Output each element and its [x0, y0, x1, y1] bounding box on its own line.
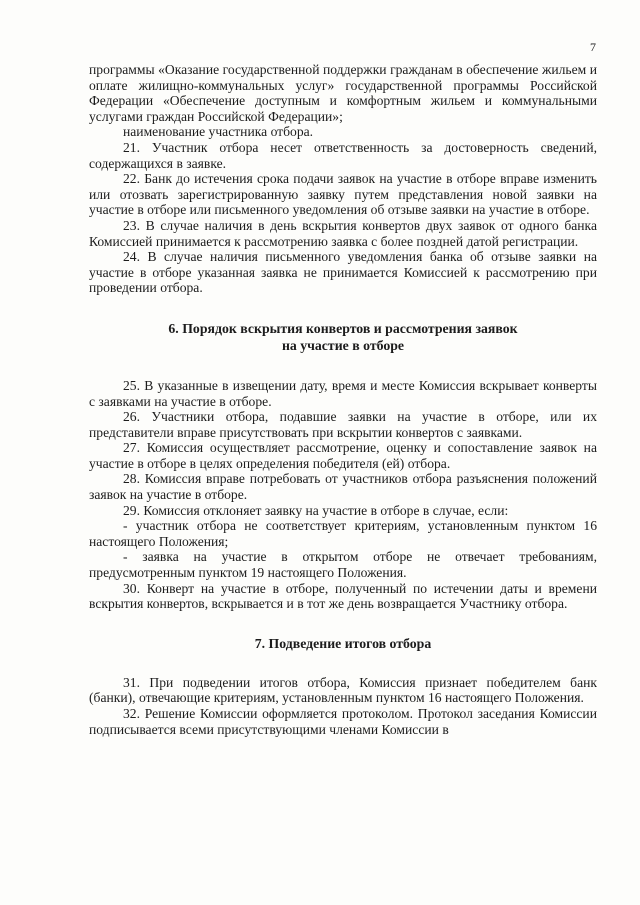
section-7-heading: 7. Подведение итогов отбора: [254, 635, 432, 651]
paragraph: 28. Комиссия вправе потребовать от участников отбора разъяснения положений заявок на участие в отборе.: [89, 471, 597, 503]
paragraph: 22. Банк до истечения срока подачи заявок на участие в отборе вправе изменить или отозвать зарегистрированную заявку путем представления новой заявки на участие в отборе или письменного уведомления об отзыве заявки на участие в отборе.: [89, 171, 597, 218]
paragraph: 25. В указанные в извещении дату, время и месте Комиссия вскрывает конверты с заявками на участие в отборе.: [89, 377, 597, 409]
section-7-paragraphs: [89, 675, 597, 737]
paragraph: 29. Комиссия отклоняет заявку на участие в отборе в случае, если:: [123, 502, 509, 518]
paragraph: 24. В случае наличия письменного уведомления банка об отзыве заявки на участие в отборе указанная заявка не принимается Комиссией к рассмотрению при проведении отбора.: [89, 249, 597, 296]
section-6-heading-line1: 6. Порядок вскрытия конвертов и рассмотрения заявок: [168, 320, 518, 336]
paragraph: 32. Решение Комиссии оформляется протоколом. Протокол заседания Комиссии подписывается всеми присутствующими членами Комиссии в: [89, 706, 597, 737]
section-6-heading: [89, 320, 597, 354]
paragraphs-top: [89, 62, 597, 296]
list-item: - заявка на участие в открытом отборе не отвечает требованиям, предусмотренным пунктом 19 настоящего Положения.: [89, 549, 597, 581]
paragraph: наименование участника отбора.: [123, 124, 314, 140]
list-item: - участник отбора не соответствует критериям, установленным пунктом 16 настоящего Положения;: [89, 518, 597, 549]
paragraph: 21. Участник отбора несет ответственность за достоверность сведений, содержащихся в заявке.: [89, 139, 597, 171]
section-6-heading-line2: на участие в отборе: [281, 337, 405, 353]
paragraph: 26. Участники отбора, подавшие заявки на участие в отборе, или их представители вправе присутствовать при вскрытии конвертов с заявками.: [89, 409, 597, 440]
paragraph: 23. В случае наличия в день вскрытия конвертов двух заявок от одного банка Комиссией принимается к рассмотрению заявка с более поздней датой регистрации.: [89, 217, 597, 249]
paragraph: 27. Комиссия осуществляет рассмотрение, оценку и сопоставление заявок на участие в отборе в целях определения победителя (ей) отбора.: [89, 440, 597, 471]
paragraph: 30. Конверт на участие в отборе, полученный по истечении даты и времени вскрытия конвертов, вскрывается и в тот же день возвращается Участнику отбора.: [89, 580, 597, 612]
paragraph: 31. При подведении итогов отбора, Комиссия признает победителем банк (банки), отвечающие критериям, установленным пунктом 16 настоящего Положения.: [89, 674, 597, 706]
section-6-paragraphs: [89, 378, 597, 612]
document-body: [89, 62, 597, 737]
paragraph: программы «Оказание государственной поддержки гражданам в обеспечение жильем и оплате жилищно-коммунальных услуг» государственной программы Российской Федерации «Обеспечение доступным и комфортным жильем и коммунальными услугами граждан Российской Федерации»;: [89, 62, 597, 124]
page-number: 7: [590, 40, 596, 54]
